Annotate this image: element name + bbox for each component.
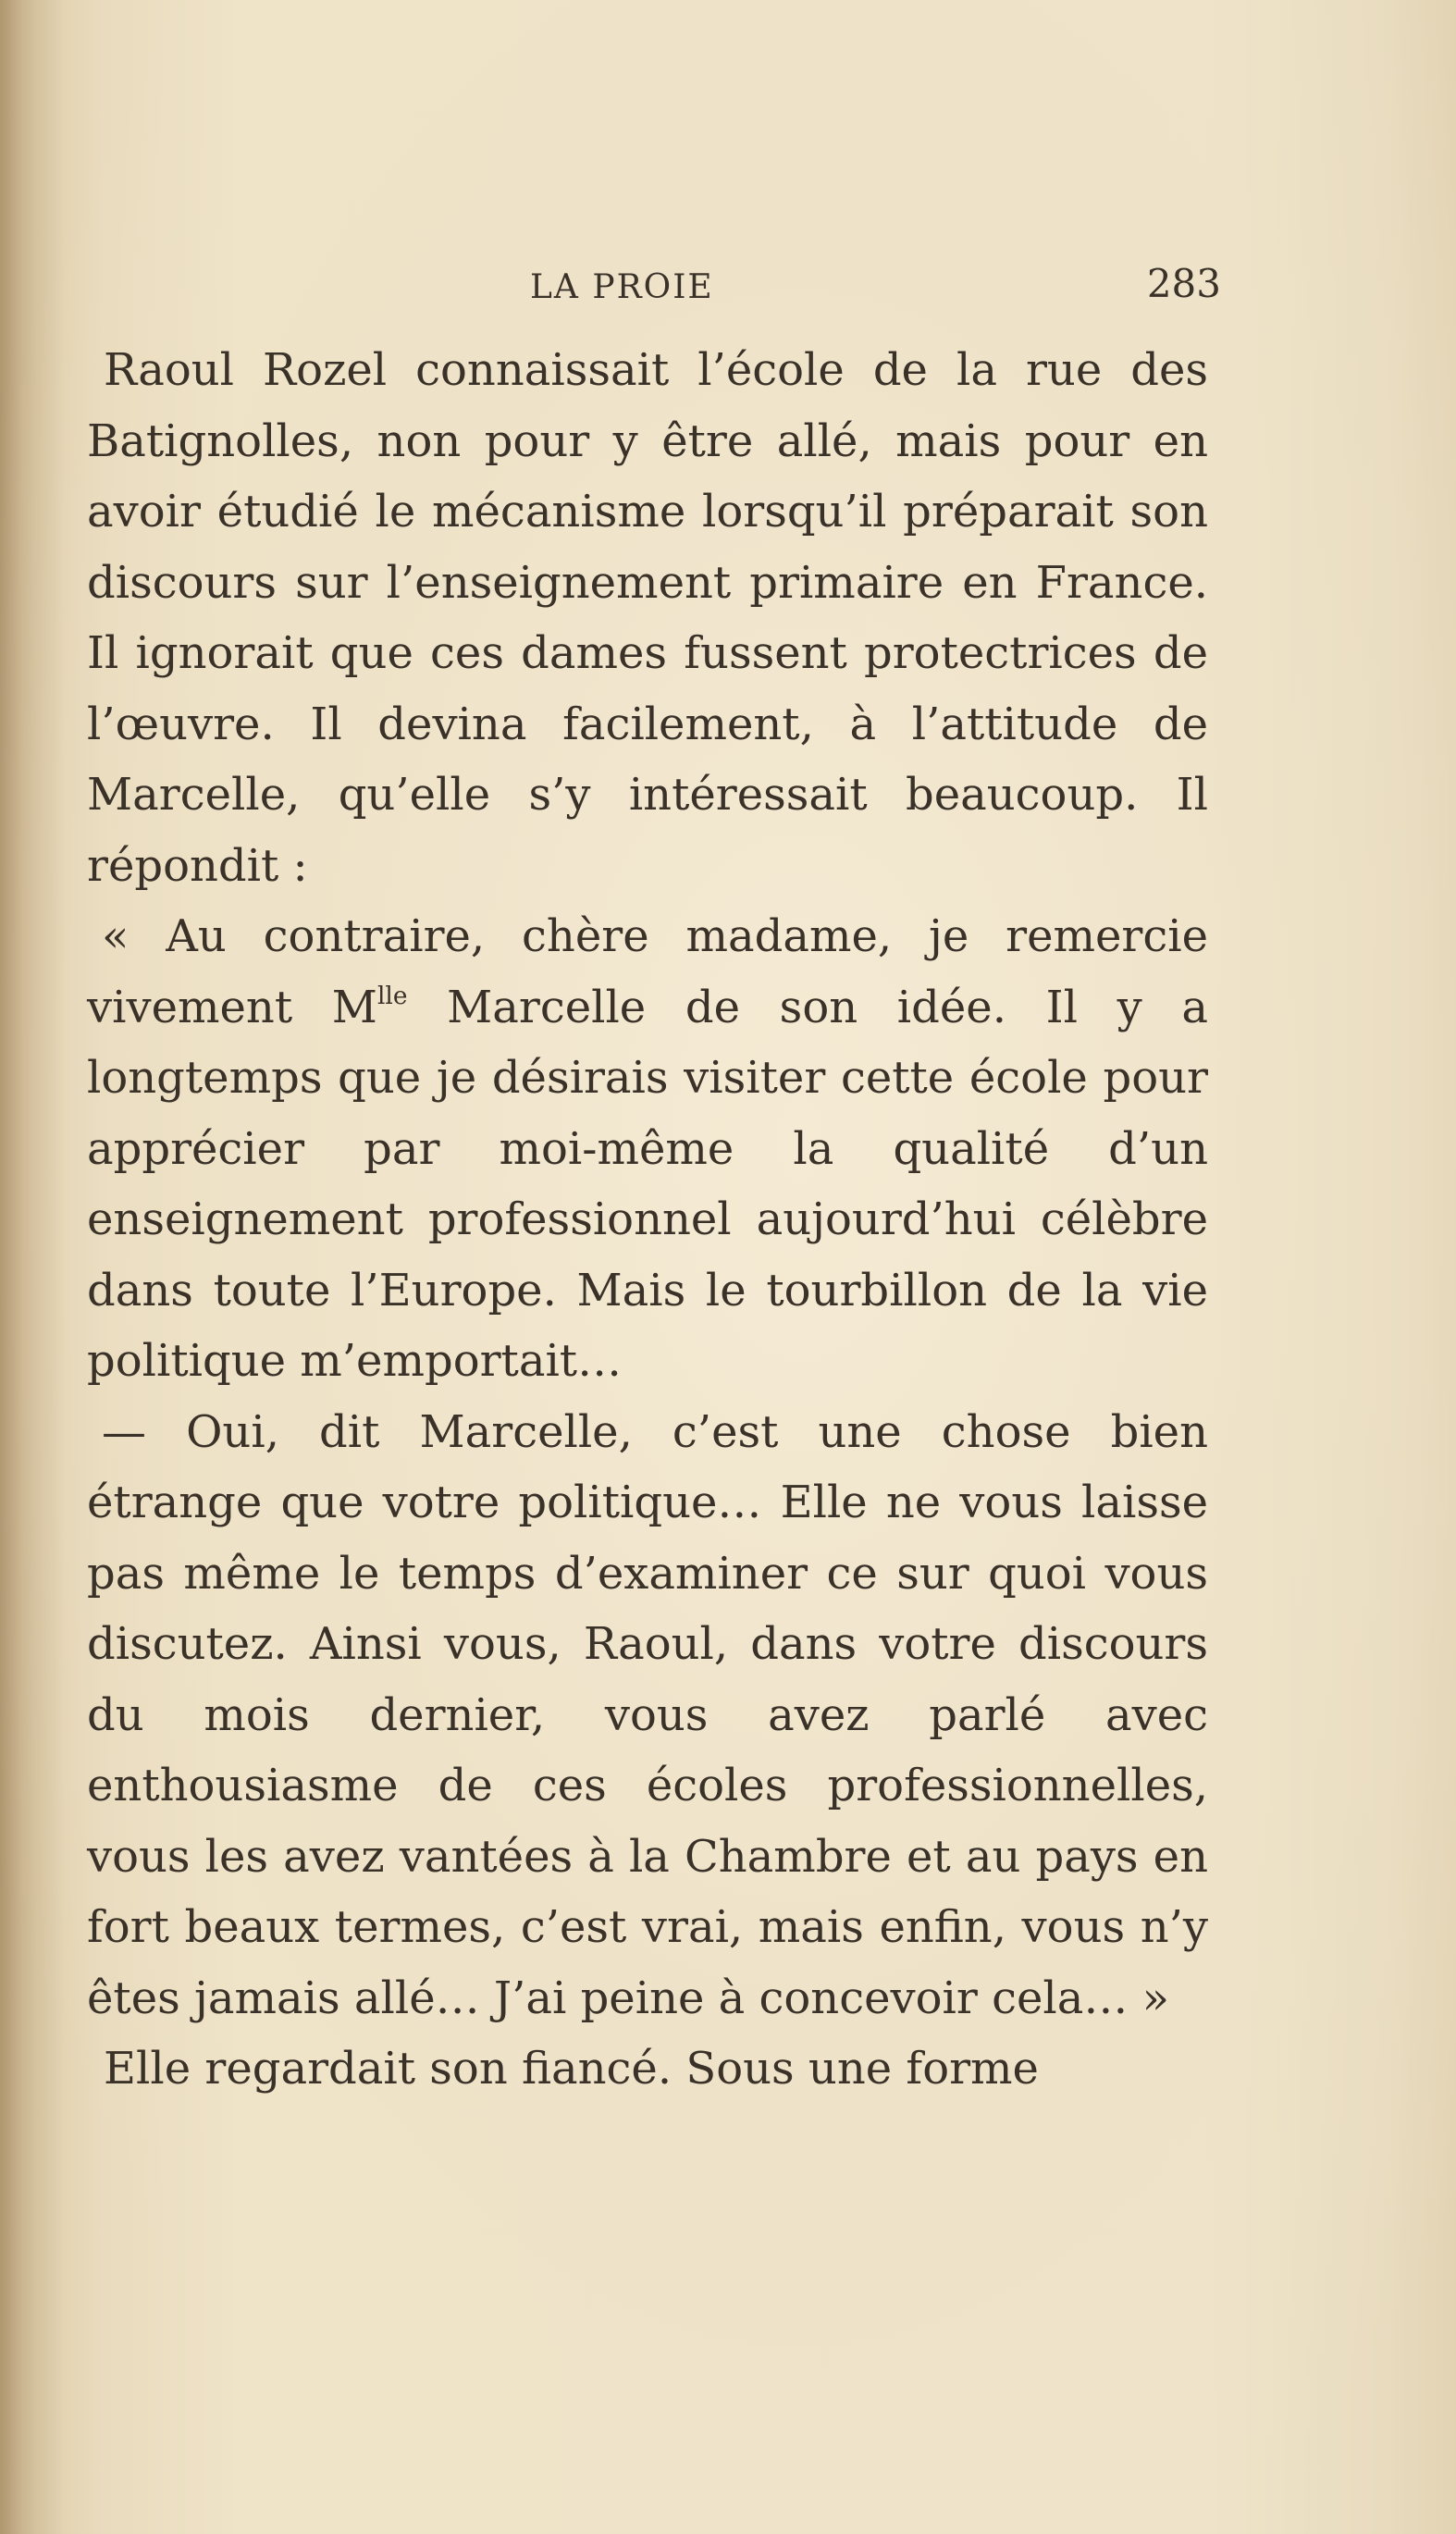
paragraph-1: Raoul Rozel connaissait l’école de la rue des Batignolles, non pour y être allé, mais pour en avoir étudié le mécanisme lorsqu’il préparait son discours sur l’enseignement primaire en France. Il ignorait que ces dames fussent protectrices de l’œuvre. Il devina facilement, à l’attitude de Marcelle, qu’elle s’y intéressait beaucoup. Il répondit : bbox=[87, 344, 1208, 892]
running-title: LA PROIE bbox=[530, 268, 714, 306]
paragraph-4: Elle regardait son fiancé. Sous une forme bbox=[104, 2043, 1039, 2095]
paragraph-2-rest: Marcelle de son idée. Il y a longtemps que je désirais visiter cette école pour apprécier par moi-même la qualité d’un enseignement professionnel aujourd’hui célèbre dans toute l’Europe. Mais le tourbillon de la vie politique m’emportait… bbox=[87, 981, 1208, 1387]
paragraph-2-start: « Au contraire, chère madame, je remercie vivement M bbox=[87, 910, 1208, 1033]
running-header bbox=[93, 261, 1221, 316]
body-text bbox=[87, 335, 1208, 2105]
paragraph-3: — Oui, dit Marcelle, c’est une chose bien étrange que votre politique… Elle ne vous laisse pas même le temps d’examiner ce sur quoi vous discutez. Ainsi vous, Raoul, dans votre discours du mois dernier, vous avez parlé avec enthousiasme de ces écoles professionnelles, vous les avez vantées à la Chambre et au pays en fort beaux termes, c’est vrai, mais enfin, vous n’y êtes jamais allé… J’ai peine à concevoir cela… » bbox=[87, 1405, 1208, 2024]
page-number: 283 bbox=[1146, 261, 1221, 306]
abbreviation-superscript: lle bbox=[376, 981, 408, 1010]
paragraph-2 bbox=[87, 901, 1208, 1397]
page-gutter-shadow bbox=[0, 0, 65, 2534]
